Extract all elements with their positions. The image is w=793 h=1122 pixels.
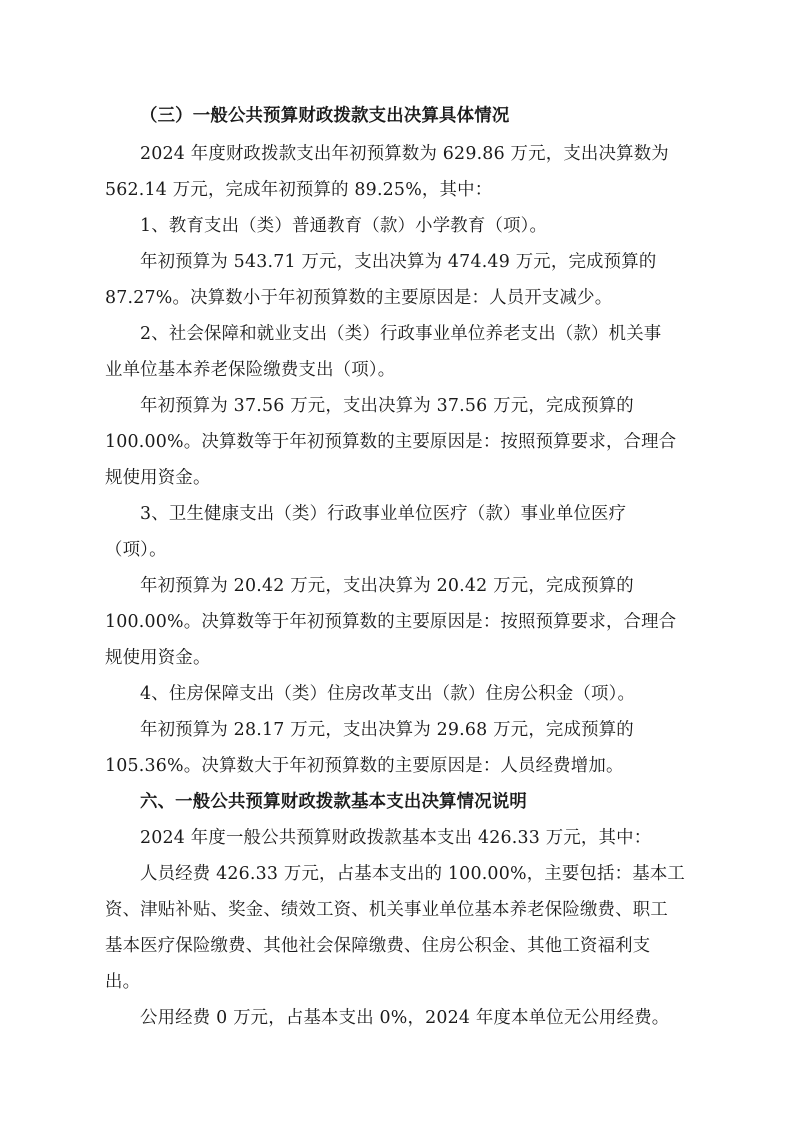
paragraph-line: 2024 年度财政拨款支出年初预算数为 629.86 万元，支出决算数为 [140, 144, 669, 164]
paragraph-line: 年初预算为 37.56 万元，支出决算为 37.56 万元，完成预算的 [140, 396, 634, 416]
paragraph-line: 公用经费 0 万元，占基本支出 0%，2024 年度本单位无公用经费。 [140, 1008, 670, 1028]
paragraph-line: 年初预算为 28.17 万元，支出决算为 29.68 万元，完成预算的 [140, 720, 634, 740]
paragraph-line: 人员经费 426.33 万元，占基本支出的 100.00%，主要包括：基本工 [140, 864, 686, 884]
section-heading: 六、一般公共预算财政拨款基本支出决算情况说明 [140, 792, 527, 812]
paragraph-line: 105.36%。决算数大于年初预算数的主要原因是：人员经费增加。 [105, 756, 624, 776]
section-heading: （三）一般公共预算财政拨款支出决算具体情况 [140, 106, 510, 126]
item-title: （项）。 [105, 540, 167, 560]
item-title: 1、教育支出（类）普通教育（款）小学教育（项）。 [140, 216, 548, 236]
paragraph-line: 2024 年度一般公共预算财政拨款基本支出 426.33 万元，其中： [140, 828, 652, 848]
item-title: 业单位基本养老保险缴费支出（项）。 [105, 360, 396, 380]
paragraph-line: 出。 [105, 972, 141, 992]
item-title: 4、住房保障支出（类）住房改革支出（款）住房公积金（项）。 [140, 684, 636, 704]
paragraph-line: 100.00%。决算数等于年初预算数的主要原因是：按照预算要求，合理合 [105, 612, 677, 632]
paragraph-line: 562.14 万元，完成年初预算的 89.25%，其中： [105, 180, 493, 200]
item-title: 3、卫生健康支出（类）行政事业单位医疗（款）事业单位医疗 [140, 504, 627, 524]
paragraph-line: 年初预算为 543.71 万元，支出决算为 474.49 万元，完成预算的 [140, 252, 657, 272]
paragraph-line: 87.27%。决算数小于年初预算数的主要原因是：人员开支减少。 [105, 288, 613, 308]
paragraph-line: 100.00%。决算数等于年初预算数的主要原因是：按照预算要求，合理合 [105, 432, 677, 452]
paragraph-line: 年初预算为 20.42 万元，支出决算为 20.42 万元，完成预算的 [140, 576, 634, 596]
paragraph-line: 资、津贴补贴、奖金、绩效工资、机关事业单位基本养老保险缴费、职工 [105, 900, 668, 920]
paragraph-line: 规使用资金。 [105, 648, 211, 668]
item-title: 2、社会保障和就业支出（类）行政事业单位养老支出（款）机关事 [140, 324, 662, 344]
paragraph-line: 规使用资金。 [105, 468, 211, 488]
paragraph-line: 基本医疗保险缴费、其他社会保障缴费、住房公积金、其他工资福利支 [105, 936, 651, 956]
